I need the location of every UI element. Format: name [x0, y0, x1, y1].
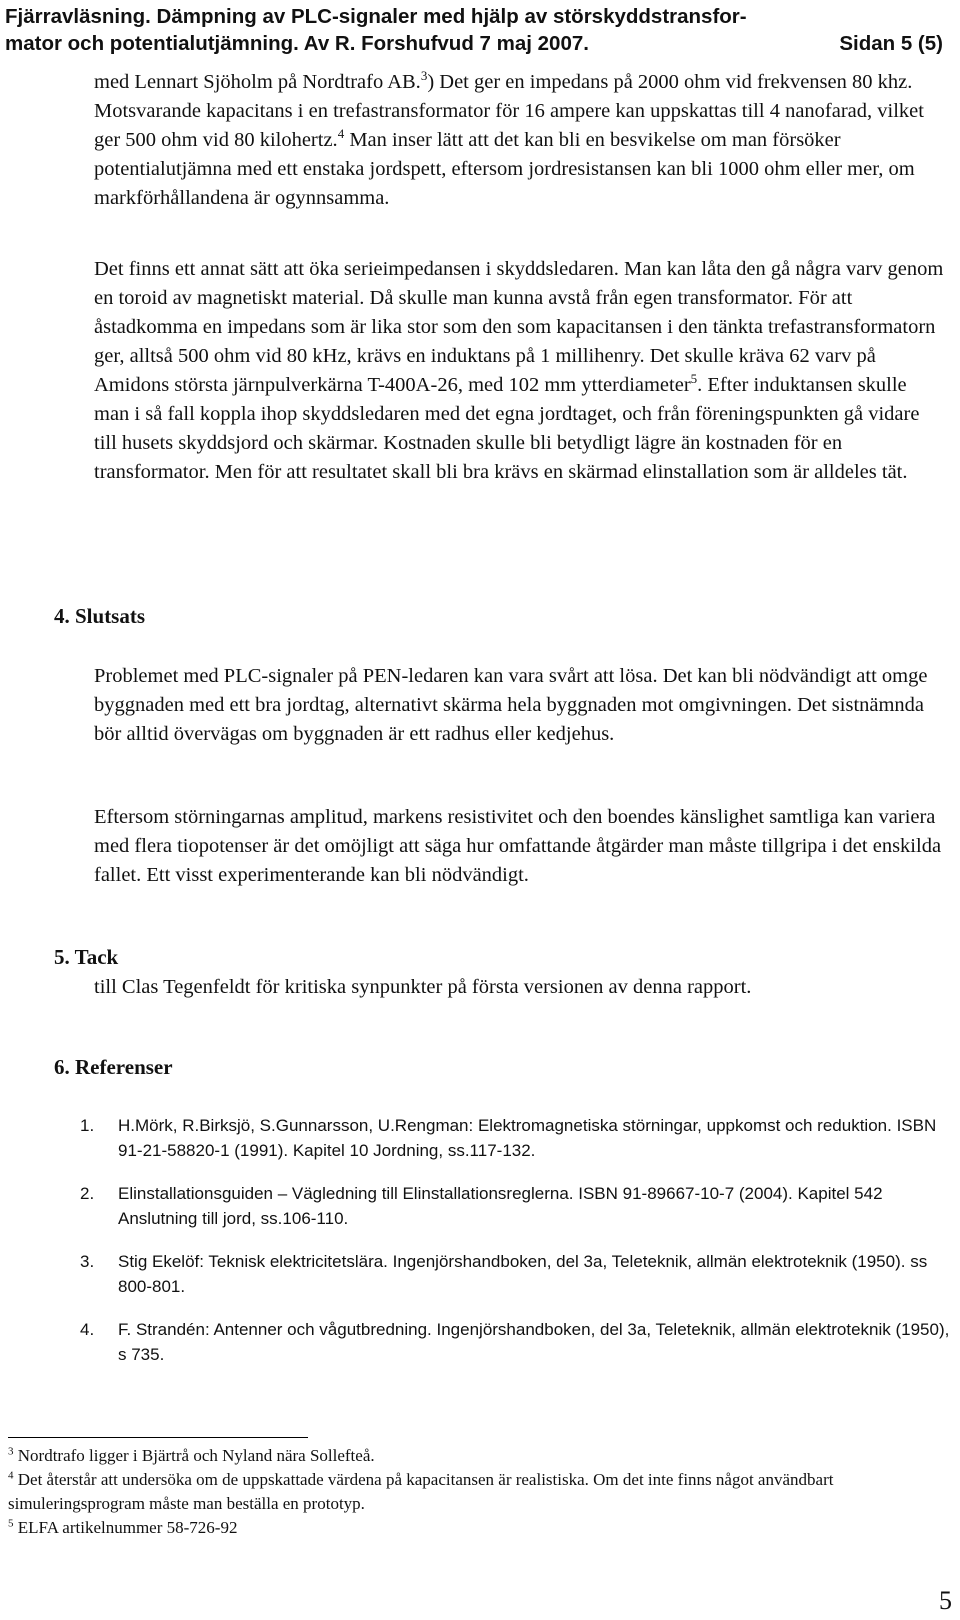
- paragraph-2-part-b: . Efter induktansen skulle man i så fall koppla ihop skyddsledaren med det egna jordtaget, och från föreningspunkten gå vidare till husets skyddsjord och skärmar. Kostnaden skulle bli betydligt lägre än kostnaden för en transformator. Men för att resultatet skall bli bra krävs en skärmad elinstallation som är alldeles tät.: [94, 374, 920, 483]
- footnote-number: 4: [8, 1469, 14, 1482]
- reference-item: [80, 1113, 950, 1163]
- header-page-label: Sidan 5 (5): [839, 32, 943, 55]
- footnote-item: [8, 1516, 948, 1540]
- footnote-item: [8, 1468, 948, 1516]
- section-4-paragraph-1: [94, 662, 944, 749]
- footnote-ref-4: 4: [337, 126, 345, 142]
- footnote-number: 5: [8, 1517, 14, 1530]
- reference-number: 3.: [80, 1252, 95, 1271]
- section-4-paragraph-2-text: Eftersom störningarnas amplitud, markens resistivitet och den boendes känslighet samtliga kan variera med flera tiopotenser är det omöjligt att säga hur omfattande åtgärder man måste tillgripa i det enskilda fallet. Ett visst experimenterande kan bli nödvändigt.: [94, 806, 942, 886]
- footnote-text: Nordtrafo ligger i Bjärtrå och Nyland nära Sollefteå.: [13, 1446, 375, 1465]
- reference-item: [80, 1317, 950, 1367]
- footnotes: [8, 1444, 948, 1540]
- reference-item: [80, 1181, 950, 1231]
- reference-text: Elinstallationsguiden – Vägledning till Elinstallationsreglerna. ISBN 91-89667-10-7 (2004). Kapitel 542 Anslutning till jord, ss.106-110.: [118, 1184, 883, 1228]
- page-header: [5, 3, 955, 57]
- reference-number: 4.: [80, 1320, 95, 1339]
- footnote-number: 3: [8, 1445, 14, 1458]
- reference-text: Stig Ekelöf: Teknisk elektricitetslära. Ingenjörshandboken, del 3a, Teleteknik, allmän elektroteknik (1950). ss 800-801.: [118, 1252, 928, 1296]
- reference-number: 1.: [80, 1116, 95, 1135]
- section-4-paragraph-1-text: Problemet med PLC-signaler på PEN-ledaren kan vara svårt att lösa. Det kan bli nödvändigt att omge byggnaden med ett bra jordtag, alternativt skärma hela byggnaden mot omgivningen. Det sistnämnda bör alltid övervägas om byggnaden är ett radhus eller kedjehus.: [94, 665, 928, 745]
- paragraph-1-part-b: ) Det ger en impedans på 2000 ohm vid frekvensen 80 khz. Motsvarande kapacitans i en trefastransformator för 16 ampere kan uppskattas till 4 nanofarad, vilket ger 500 ohm vid 80 kilohertz.: [94, 71, 924, 151]
- paragraph-2-part-a: Det finns ett annat sätt att öka serieimpedansen i skyddsledaren. Man kan låta den gå några varv genom en toroid av magnetiskt material. Då skulle man kunna avstå från egen transformator. För att åstadkomma en impedans som är lika stor som den som kapacitansen i den tänkta trefastransformatorn ger, alltså 500 ohm vid 80 kHz, krävs en induktans på 1 millihenry. Det skulle kräva 62 varv på Amidons största järnpulverkärna T-400A-26, med 102 mm ytterdiameter: [94, 258, 944, 396]
- reference-text: H.Mörk, R.Birksjö, S.Gunnarsson, U.Rengman: Elektromagnetiska störningar, uppkomst och reduktion. ISBN 91-21-58820-1 (1991). Kapitel 10 Jordning, ss.117-132.: [118, 1116, 937, 1160]
- paragraph-2: [94, 255, 944, 487]
- section-4-paragraph-2: [94, 803, 944, 890]
- section-4-heading: 4. Slutsats: [54, 604, 146, 628]
- footnote-text: Det återstår att undersöka om de uppskattade värdena på kapacitansen är realistiska. Om det inte finns något användbart simuleringsprogram måste man beställa en prototyp.: [8, 1470, 834, 1513]
- page-number: 5: [939, 1586, 952, 1615]
- section-5-text: till Clas Tegenfeldt för kritiska synpunkter på första versionen av denna rapport.: [94, 976, 752, 998]
- footnote-separator: [8, 1437, 308, 1438]
- footnote-text: ELFA artikelnummer 58-726-92: [13, 1518, 238, 1537]
- footnote-ref-5: 5: [690, 371, 698, 387]
- header-title-line1: Fjärravläsning. Dämpning av PLC-signaler med hjälp av störskyddstransfor-: [5, 5, 747, 28]
- reference-item: [80, 1249, 950, 1299]
- reference-number: 2.: [80, 1184, 95, 1203]
- paragraph-1-part-c: Man inser lätt att det kan bli en besvikelse om man försöker potentialutjämna med ett enstaka jordspett, eftersom jordresistansen kan bli 1000 ohm eller mer, om markförhållandena är ogynnsamma.: [94, 129, 915, 209]
- reference-list: [80, 1113, 950, 1367]
- reference-text: F. Strandén: Antenner och vågutbredning. Ingenjörshandboken, del 3a, Teleteknik, allmän elektroteknik (1950), s 735.: [118, 1320, 950, 1364]
- paragraph-1-part-a: med Lennart Sjöholm på Nordtrafo AB.: [94, 71, 421, 93]
- section-5-heading: 5. Tack: [54, 945, 119, 969]
- paragraph-1: [94, 68, 944, 213]
- footnote-ref-3: 3: [420, 68, 428, 84]
- section-6-heading: 6. Referenser: [54, 1055, 173, 1079]
- header-title-line2: mator och potentialutjämning. Av R. Forshufvud 7 maj 2007.: [5, 32, 589, 55]
- footnote-item: [8, 1444, 948, 1468]
